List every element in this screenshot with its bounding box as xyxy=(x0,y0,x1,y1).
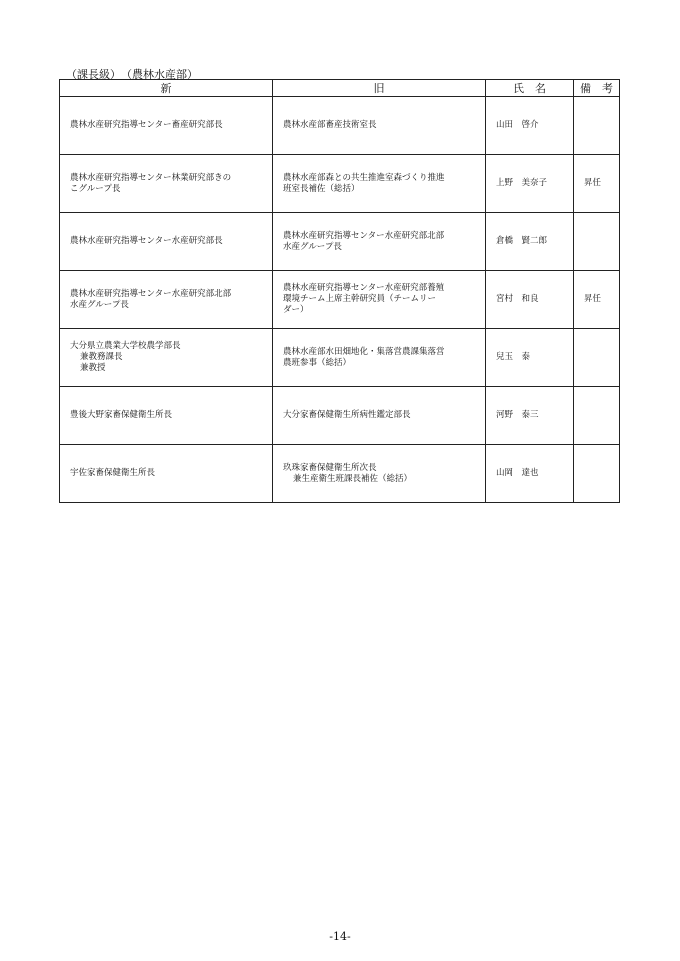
new-position-line: 大分県立農業大学校農学部長 xyxy=(70,341,181,351)
old-position-cell xyxy=(273,329,486,387)
new-position-cell xyxy=(60,387,273,445)
new-position-line: 農林水産研究指導センター水産研究部北部 xyxy=(70,288,232,299)
old-position-line: 環境チーム上席主幹研究員（チームリー xyxy=(283,294,437,304)
person-name: 上野 美奈子 xyxy=(486,155,574,213)
old-position-line: 農林水産部畜産技術室長 xyxy=(283,120,377,130)
new-position-line: 兼教務課長 xyxy=(80,352,123,362)
remarks xyxy=(574,329,620,387)
header-new: 新 xyxy=(60,80,273,97)
remarks xyxy=(574,387,620,445)
table-caption: （課長級） （農林水産部） xyxy=(66,68,198,81)
person-name: 山岡 達也 xyxy=(486,445,574,503)
table-row xyxy=(60,329,620,387)
new-position-cell xyxy=(60,97,273,155)
old-position-cell xyxy=(273,271,486,329)
new-position-line: 宇佐家畜保健衛生所長 xyxy=(70,468,156,478)
old-position-line: 農林水産部水田畑地化・集落営農課集落営 xyxy=(283,346,445,357)
new-position-line: 水産グループ長 xyxy=(70,299,129,310)
old-position-cell xyxy=(273,213,486,271)
old-position-cell xyxy=(273,387,486,445)
new-position-cell xyxy=(60,445,273,503)
new-position-cell xyxy=(60,155,273,213)
personnel-table xyxy=(59,79,620,503)
old-position-line: 班室長補佐（総括） xyxy=(283,183,360,194)
new-position-line: 兼教授 xyxy=(80,363,106,373)
table-row xyxy=(60,271,620,329)
page-number: -14- xyxy=(329,930,351,943)
table-row xyxy=(60,97,620,155)
table-row xyxy=(60,213,620,271)
old-position-line: 水産グループ長 xyxy=(283,241,342,252)
new-position-cell xyxy=(60,329,273,387)
header-name: 氏 名 xyxy=(486,80,574,97)
old-position-line: 兼生産衛生班課長補佐（総括） xyxy=(293,473,413,484)
old-position-line: 大分家畜保健衛生所病性鑑定部長 xyxy=(283,410,411,420)
new-position-line: 豊後大野家畜保健衛生所長 xyxy=(70,410,173,420)
person-name: 山田 啓介 xyxy=(486,97,574,155)
old-position-line: 農班参事（総括） xyxy=(283,357,352,368)
new-position-line: 農林水産研究指導センター畜産研究部長 xyxy=(70,120,223,130)
table-row xyxy=(60,387,620,445)
old-position-line: 農林水産研究指導センター水産研究部北部 xyxy=(283,230,445,241)
old-position-line: 農林水産研究指導センター水産研究部養殖 xyxy=(283,283,445,293)
new-position-line: 農林水産研究指導センター林業研究部きの xyxy=(70,172,232,183)
remarks: 昇任 xyxy=(574,155,620,213)
table-row xyxy=(60,445,620,503)
remarks xyxy=(574,97,620,155)
new-position-line: こグループ長 xyxy=(70,183,121,194)
remarks xyxy=(574,213,620,271)
old-position-cell xyxy=(273,155,486,213)
old-position-line: ダー） xyxy=(283,305,309,315)
person-name: 河野 泰三 xyxy=(486,387,574,445)
header-old: 旧 xyxy=(273,80,486,97)
old-position-line: 農林水産部森との共生推進室森づくり推進 xyxy=(283,172,445,183)
header-note: 備 考 xyxy=(574,80,620,97)
new-position-cell xyxy=(60,271,273,329)
person-name: 兒玉 泰 xyxy=(486,329,574,387)
person-name: 宮村 和良 xyxy=(486,271,574,329)
table-row xyxy=(60,155,620,213)
header-row xyxy=(60,80,620,97)
new-position-line: 農林水産研究指導センター水産研究部長 xyxy=(70,236,223,246)
new-position-cell xyxy=(60,213,273,271)
remarks: 昇任 xyxy=(574,271,620,329)
old-position-cell xyxy=(273,445,486,503)
remarks xyxy=(574,445,620,503)
old-position-line: 玖珠家畜保健衛生所次長 xyxy=(283,462,377,473)
person-name: 倉橋 賢二郎 xyxy=(486,213,574,271)
old-position-cell xyxy=(273,97,486,155)
